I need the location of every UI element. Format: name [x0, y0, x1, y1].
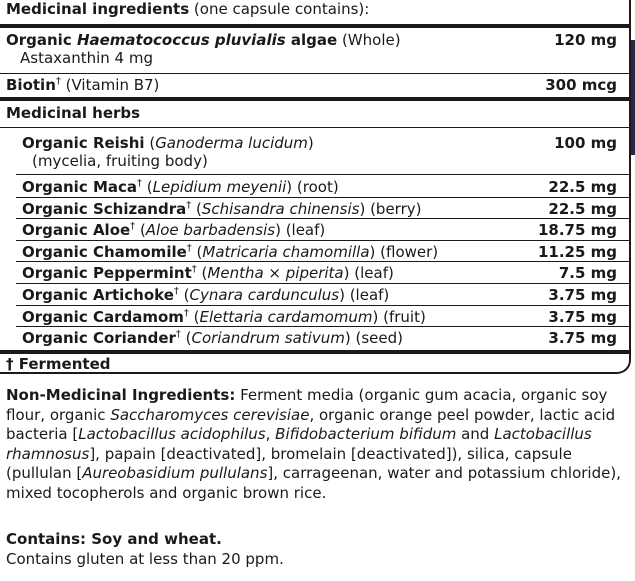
herb-part: (leaf)	[349, 286, 390, 304]
herb-name: Organic Cardamom	[22, 307, 184, 326]
panel-accent-bar	[631, 40, 635, 155]
ingredient-row-biotin: Biotin† (Vitamin B7) 300 mcg	[6, 76, 617, 94]
herb-latin: Cynara cardunculus	[189, 286, 340, 304]
astaxanthin-subline: Astaxanthin 4 mg	[20, 49, 154, 67]
herb-amount: 22.5 mg	[548, 199, 617, 218]
herb-row: Organic Chamomile† (Matricaria chamomilla) (flower) 11.25 mg	[22, 242, 617, 261]
algae-latin: Haematococcus pluvialis	[76, 31, 286, 49]
herb-latin: Matricaria chamomilla	[202, 242, 370, 261]
non-medicinal-ingredients: Non-Medicinal Ingredients: Ferment media (organic gum acacia, organic soy flour, organic Saccharomyces cerevisiae, organic orange peel powder, lactic acid bacteria [Lactobacillus acidophilus, Bifidobacterium bifidum and Lactobacillus rhamnosus], papain [deactivated], bromelain [deactivated]), silica, capsule (pullulan [Aureobasidium pullulans], carrageenan, water and potassium chloride), mixed tocopherols and organic brown rice.	[6, 386, 621, 502]
herb-amount: 11.25 mg	[537, 242, 617, 261]
herb-amount: 18.75 mg	[537, 221, 617, 240]
divider	[16, 174, 629, 175]
herb-row: Organic Artichoke† (Cynara cardunculus) (leaf) 3.75 mg	[22, 286, 617, 304]
footnote-row	[0, 355, 629, 373]
herb-row: Organic Peppermint† (Mentha × piperita) (leaf) 7.5 mg	[22, 264, 617, 283]
panel-header	[0, 0, 629, 22]
herb-row-reishi: Organic Reishi (Ganoderma lucidum) 100 mg (mycelia, fruiting body)	[22, 134, 617, 170]
herb-name: Organic Chamomile	[22, 242, 187, 261]
divider	[0, 73, 629, 74]
herb-latin: Elettaria cardamomum	[199, 307, 373, 326]
divider	[16, 240, 629, 241]
herb-name: Organic Coriander	[22, 329, 176, 348]
algae-amount: 120 mg	[554, 31, 617, 49]
herb-name: Organic Artichoke	[22, 286, 174, 304]
herb-row: Organic Schizandra† (Schisandra chinensis) (berry) 22.5 mg	[22, 199, 617, 218]
divider	[0, 24, 629, 28]
herb-row: Organic Maca† (Lepidium meyenii) (root) 22.5 mg	[22, 178, 617, 196]
header-subtitle: (one capsule contains):	[193, 0, 370, 18]
herb-part: (flower)	[380, 242, 439, 261]
herb-part: (berry)	[370, 199, 422, 218]
herb-name: Organic Schizandra	[22, 199, 187, 218]
divider	[16, 305, 629, 306]
herb-amount: 3.75 mg	[548, 286, 617, 304]
herb-name: Organic Maca	[22, 178, 138, 196]
divider	[0, 127, 629, 128]
divider	[16, 218, 629, 219]
divider	[0, 97, 629, 101]
divider	[16, 326, 629, 327]
herb-latin: Mentha × piperita	[207, 264, 344, 283]
herb-name: Organic Aloe	[22, 221, 131, 240]
herb-amount: 7.5 mg	[558, 264, 617, 283]
herb-latin: Lepidium meyenii	[152, 178, 287, 196]
gluten-note: Contains gluten at less than 20 ppm.	[6, 549, 284, 568]
herb-part: (leaf)	[354, 264, 394, 283]
non-medicinal-heading: Non-Medicinal Ingredients:	[6, 386, 236, 404]
divider	[16, 261, 629, 262]
biotin-name: Biotin	[6, 76, 56, 94]
herb-part: (root)	[296, 178, 339, 196]
herbs-section-title-row	[0, 104, 629, 124]
herb-amount: 3.75 mg	[548, 307, 617, 326]
footnote: † Fermented	[6, 355, 111, 373]
herb-part: (seed)	[355, 329, 403, 348]
divider	[0, 350, 629, 354]
herb-name: Organic Peppermint	[22, 264, 192, 283]
herb-row: Organic Coriander† (Coriandrum sativum) (seed) 3.75 mg	[22, 329, 617, 348]
herb-amount: 22.5 mg	[548, 178, 617, 196]
contains-heading: Contains: Soy and wheat.	[6, 530, 222, 548]
herb-latin: Coriandrum sativum	[191, 329, 345, 348]
herb-row: Organic Aloe† (Aloe barbadensis) (leaf) 18.75 mg	[22, 221, 617, 240]
allergen-statement	[6, 530, 626, 569]
biotin-amount: 300 mcg	[545, 76, 617, 94]
herbs-section-title: Medicinal herbs	[6, 104, 141, 122]
divider	[16, 197, 629, 198]
herb-part: (leaf)	[285, 221, 326, 240]
herb-row: Organic Cardamom† (Elettaria cardamomum) (fruit) 3.75 mg	[22, 307, 617, 326]
divider	[16, 283, 629, 284]
herb-amount: 3.75 mg	[548, 329, 617, 348]
herb-part: (fruit)	[383, 307, 426, 326]
herb-latin: Aloe barbadensis	[145, 221, 276, 240]
reishi-amount: 100 mg	[554, 134, 617, 152]
herb-latin: Schisandra chinensis	[201, 199, 360, 218]
ingredient-row-algae: Organic Haematococcus pluvialis algae (Whole) 120 mg Astaxanthin 4 mg	[6, 31, 617, 67]
header-title: Medicinal ingredients	[6, 0, 190, 18]
